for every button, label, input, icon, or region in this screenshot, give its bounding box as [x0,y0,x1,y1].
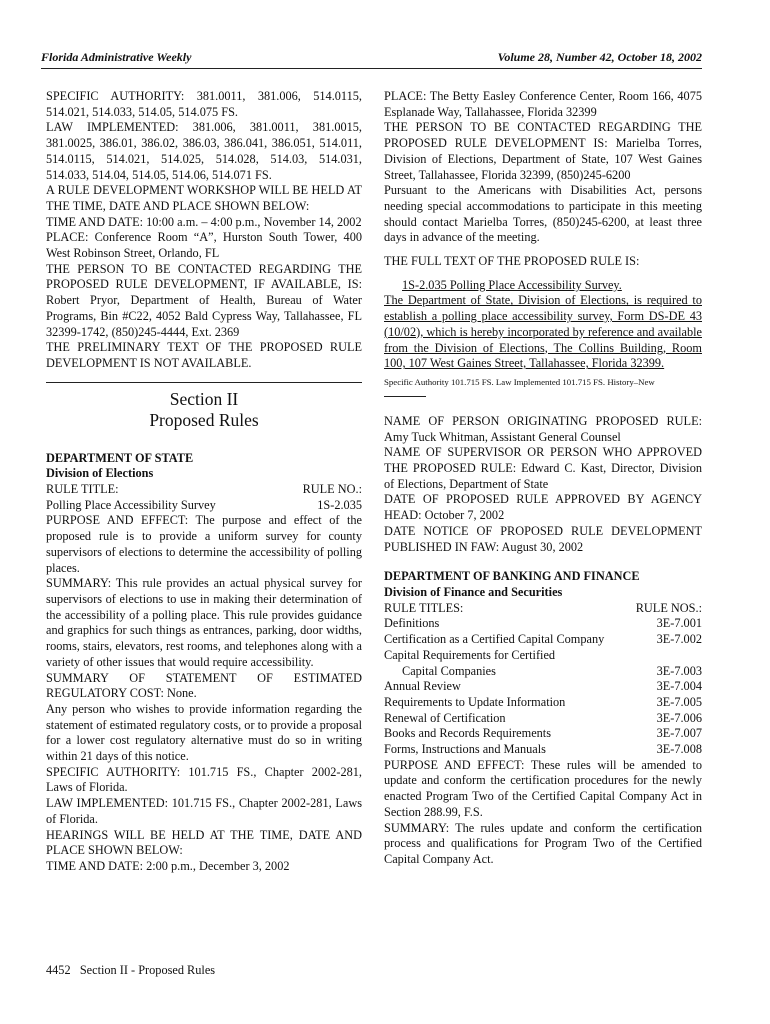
rule-list-title: Annual Review [384,679,461,694]
originating-person: NAME OF PERSON ORIGINATING PROPOSED RULE: Amy Tuck Whitman, Assistant General Counsel [384,413,702,444]
spacer [384,555,702,569]
rule-list-row [384,616,702,632]
rule-title-header-row [46,482,362,498]
rule-titles-header-row [384,601,702,617]
rule-history-note [384,376,702,400]
preliminary-text-notice: THE PRELIMINARY TEXT OF THE PROPOSED RULE DEVELOPMENT IS NOT AVAILABLE. [46,340,362,370]
right-column [384,89,702,868]
rule-list-title: Capital Requirements for Certified [384,647,556,662]
regulatory-cost-summary: SUMMARY OF STATEMENT OF ESTIMATED REGULATORY COST: None. [46,670,362,701]
rule-list-number: 3E-7.002 [656,632,702,647]
rule-list-title: Books and Records Requirements [384,726,552,741]
hearing-contact: THE PERSON TO BE CONTACTED REGARDING THE PROPOSED RULE DEVELOPMENT IS: Marielba Torres, Division of Elections, Department of State, 107 West Gaines Street, Tallahassee, Florida 32399, (850)245-6200 [384,120,702,182]
rule-list-row [384,632,702,648]
rule-summary: SUMMARY: This rule provides an actual physical survey for supervisors of elections to use in making their determination of the accessibility of a polling place. This rule provides guidance and graphics for such things as entrances, parking, door widths, rooms, stairs, elevators, rest rooms, and telephones along with a variety of other issues that would require accessibility. [46,576,362,669]
hearings-notice: HEARINGS WILL BE HELD AT THE TIME, DATE AND PLACE SHOWN BELOW: [46,827,362,858]
spacer [384,270,702,278]
regulatory-cost-info: Any person who wishes to provide information regarding the statement of estimated regulatory costs, or to provide a proposal for a lower cost regulatory alternative must do so in writing within 21 days of this notice. [46,701,362,764]
rule-list-row [384,679,702,695]
rule-list-row [384,711,702,727]
workshop-contact: THE PERSON TO BE CONTACTED REGARDING THE PROPOSED RULE DEVELOPMENT, IF AVAILABLE, IS: Robert Pryor, Department of Health, Bureau of Water Programs, Bin #C22, 4052 Bald Cypress Way, Tallahassee, FL 32399-1742, (850)245-4444, Ext. 2369 [46,261,362,339]
workshop-time-date: TIME AND DATE: 10:00 a.m. – 4:00 p.m., November 14, 2002 [46,214,362,229]
rule-list-title: Renewal of Certification [384,710,506,725]
approving-supervisor: NAME OF SUPERVISOR OR PERSON WHO APPROVED THE PROPOSED RULE: Edward C. Kast, Director, Division of Elections, Department of State [384,445,702,491]
full-text-heading: THE FULL TEXT OF THE PROPOSED RULE IS: [384,254,640,269]
rule-list-row [384,742,702,758]
rule-heading: 1S-2.035 Polling Place Accessibility Survey. [402,277,622,292]
rule-list-number: 3E-7.005 [656,694,702,709]
section-title: Section II [169,388,239,409]
history-text: Specific Authority 101.715 FS. Law Implemented 101.715 FS. History–New [384,376,655,387]
rule-title-label: RULE TITLE: [46,482,119,497]
law-implemented-text: LAW IMPLEMENTED: 381.006, 381.0011, 381.0015, 381.0025, 386.01, 386.02, 386.03, 386.041, 386.051, 514.011, 514.0115, 514.021, 514.025, 514.028, 514.03, 514.031, 514.033, 514.04, 514.05, 514.06, 514.071 FS. [46,120,362,182]
hearing-time-date: TIME AND DATE: 2:00 p.m., December 3, 2002 [46,858,290,873]
publication-title: Florida Administrative Weekly [41,50,192,64]
rule-title-row [46,498,362,514]
rule-list-number: 3E-7.008 [656,742,702,757]
hearing-place: PLACE: The Betty Easley Conference Center, Room 166, 4075 Esplanade Way, Tallahassee, Florida 32399 [384,89,702,119]
workshop-notice: A RULE DEVELOPMENT WORKSHOP WILL BE HELD AT THE TIME, DATE AND PLACE SHOWN BELOW: [46,183,362,213]
rule-number: 1S-2.035 [317,497,362,512]
department-heading: DEPARTMENT OF STATE [46,450,194,465]
rule-list-number: 3E-7.004 [656,679,702,694]
section-subtitle: Proposed Rules [149,409,259,430]
workshop-place: PLACE: Conference Room “A”, Hurston South Tower, 400 West Robinson Street, Orlando, FL [46,230,362,261]
rule-list-title: Certification as a Certified Capital Company [384,632,605,647]
rule-list-title: Forms, Instructions and Manuals [384,742,546,757]
rule-list-number: 3E-7.007 [656,726,702,741]
rule-specific-authority: SPECIFIC AUTHORITY: 101.715 FS., Chapter 2002-281, Laws of Florida. [46,764,362,795]
rule-list-row [384,726,702,742]
left-column [46,89,362,875]
rule-list-row [384,664,702,680]
rule-list-number: 3E-7.006 [656,710,702,725]
spacer [384,246,702,254]
rule-list-number: 3E-7.001 [656,616,702,631]
rule-list-number: 3E-7.003 [656,663,702,678]
division-heading: Division of Elections [46,466,154,481]
rule-summary-2: SUMMARY: The rules update and conform the certification process and qualifications for Program Two of the Certified Capital Company Act. [384,820,702,866]
issue-info: Volume 28, Number 42, October 18, 2002 [497,50,702,64]
history-blank-line [384,395,426,397]
section-divider [46,382,362,383]
page-footer: 4452 Section II - Proposed Rules [46,963,216,977]
ada-notice: Pursuant to the Americans with Disabilities Act, persons needing special accommodations to participate in this meeting should contact Marielba Torres, (850)245-6200, at least three days in advance of the meeting. [384,183,702,245]
rule-titles-label: RULE TITLES: [384,600,464,615]
rule-list-title: Requirements to Update Information [384,694,566,709]
division-heading-2: Division of Finance and Securities [384,584,563,599]
rule-list-title: Definitions [384,616,440,631]
rule-list-row [384,648,702,664]
rule-list-row [384,695,702,711]
department-heading-2: DEPARTMENT OF BANKING AND FINANCE [384,569,640,584]
date-approved: DATE OF PROPOSED RULE APPROVED BY AGENCY HEAD: October 7, 2002 [384,492,702,523]
rule-body: The Department of State, Division of Elections, is required to establish a polling place accessibility survey, Form DS-DE 43 (10/02), which is hereby incorporated by reference and available from the Division of Elections, The Collins Building, Room 100, 107 West Gaines Street, Tallahassee, Florida 32399. [384,293,702,371]
purpose-and-effect: PURPOSE AND EFFECT: The purpose and effect of the proposed rule is to provide a uniform survey for county supervisors of elections to determine the accessibility of polling places. [46,513,362,575]
purpose-and-effect-2: PURPOSE AND EFFECT: These rules will be amended to update and conform the certification procedures for the newly enacted Program Two of the Certified Capital Company Act in Section 288.99, F.S. [384,757,702,819]
rule-law-implemented: LAW IMPLEMENTED: 101.715 FS., Chapter 2002-281, Laws of Florida. [46,796,362,826]
rule-no-label: RULE NO.: [302,482,362,497]
page-header [41,50,702,69]
rule-list-title: Capital Companies [402,663,496,678]
date-notice-published: DATE NOTICE OF PROPOSED RULE DEVELOPMENT PUBLISHED IN FAW: August 30, 2002 [384,523,702,554]
rule-title: Polling Place Accessibility Survey [46,497,216,512]
specific-authority-text: SPECIFIC AUTHORITY: 381.0011, 381.006, 514.0115, 514.021, 514.033, 514.05, 514.075 FS. [46,89,362,119]
rule-nos-label: RULE NOS.: [635,600,702,615]
